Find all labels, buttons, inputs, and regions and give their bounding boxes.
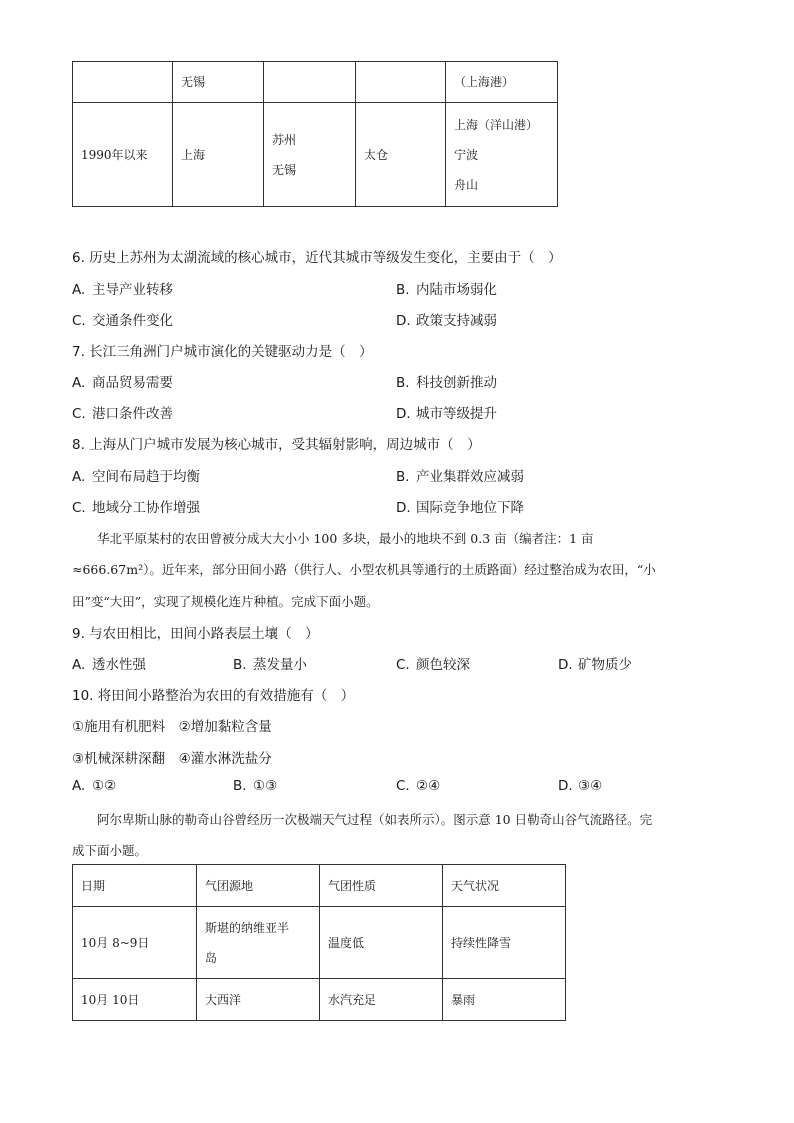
table-cell: 持续性降雪 (443, 907, 566, 979)
q9-option-a (72, 653, 146, 673)
question-10-stem: 10. 将田间小路整治为农田的有效措施有（ ） (72, 688, 355, 704)
q10-option-c (396, 778, 440, 794)
table-row (73, 907, 566, 979)
table-row (73, 62, 558, 103)
table-row (73, 979, 566, 1021)
option-letter: D. (396, 406, 411, 422)
cell-line: 岛 (205, 950, 218, 965)
q8-option-a (72, 465, 200, 485)
table-cell: 大西洋 (197, 979, 320, 1021)
table-cell (264, 103, 356, 207)
table-cell: 1990年以来 (73, 103, 173, 207)
option-text: 交通条件变化 (92, 313, 173, 329)
option-text: 商品贸易需要 (92, 375, 173, 391)
option-text: 空间布局趋于均衡 (92, 469, 200, 485)
option-text: ③④ (578, 778, 603, 794)
option-letter: C. (72, 500, 86, 516)
q10-option-d (558, 778, 602, 794)
option-text: ①② (92, 778, 117, 794)
cell-line: 舟山 (454, 177, 479, 192)
option-letter: D. (558, 778, 573, 794)
option-text: 矿物质少 (578, 657, 632, 673)
option-text: ①③ (253, 778, 278, 794)
option-letter: C. (72, 313, 86, 329)
option-letter: A. (72, 469, 86, 485)
table-cell: 10月 10日 (73, 979, 197, 1021)
option-letter: A. (72, 375, 86, 391)
option-text: ②④ (416, 778, 441, 794)
passage-farmland-line3: 田”变“大田”，实现了规模化连片种植。完成下面小题。 (72, 594, 379, 609)
column-header: 气团性质 (320, 865, 443, 907)
option-letter: B. (396, 375, 410, 391)
question-6-stem: 6. 历史上苏州为太湖流域的核心城市，近代其城市等级发生变化，主要由于（ ） (72, 250, 562, 266)
option-text: 科技创新推动 (416, 375, 497, 391)
q8-option-b (396, 465, 524, 485)
option-letter: B. (396, 469, 410, 485)
option-text: 国际竞争地位下降 (416, 500, 524, 516)
option-text: 颜色较深 (416, 657, 470, 673)
q9-option-b (233, 653, 307, 673)
option-letter: C. (72, 406, 86, 422)
option-text: 蒸发量小 (253, 657, 307, 673)
q9-option-c (396, 653, 470, 673)
column-header: 日期 (73, 865, 197, 907)
table-cell (264, 62, 356, 103)
q6-option-a (72, 278, 173, 298)
table-cell: 温度低 (320, 907, 443, 979)
table-cell: 暴雨 (443, 979, 566, 1021)
q7-option-c (72, 402, 173, 422)
question-8-stem: 8. 上海从门户城市发展为核心城市，受其辐射影响，周边城市（ ） (72, 437, 481, 453)
option-letter: A. (72, 282, 86, 298)
table-header-row (73, 865, 566, 907)
option-letter: D. (396, 500, 411, 516)
cell-line: 斯堪的纳维亚半 (205, 920, 290, 935)
option-letter: D. (396, 313, 411, 329)
table-cell (73, 62, 173, 103)
cell-line: 苏州 (272, 132, 297, 147)
table-cell: 水汽充足 (320, 979, 443, 1021)
option-letter: B. (233, 778, 247, 794)
q6-option-c (72, 309, 173, 329)
passage-farmland-line1: 华北平原某村的农田曾被分成大大小小 100 多块，最小的地块不到 0.3 亩（编者注：1 亩 (97, 531, 594, 546)
question-7-stem: 7. 长江三角洲门户城市演化的关键驱动力是（ ） (72, 344, 373, 360)
table-row (73, 103, 558, 207)
option-letter: A. (72, 657, 86, 673)
passage-alps-line1: 阿尔卑斯山脉的勒奇山谷曾经历一次极端天气过程（如表所示）。图示意 10 日勒奇山谷气流路径。完 (97, 812, 653, 827)
option-letter: C. (396, 778, 410, 794)
passage-farmland-line2: ≈666.67m²）。近年来，部分田间小路（供行人、小型农机具等通行的土质路面）经过整治成为农田，“小 (72, 562, 656, 577)
q6-option-b (396, 278, 497, 298)
table-cell: 上海 (173, 103, 264, 207)
table-cell: 太仓 (356, 103, 446, 207)
option-letter: C. (396, 657, 410, 673)
option-text: 主导产业转移 (92, 282, 173, 298)
question-9-stem: 9. 与农田相比，田间小路表层土壤（ ） (72, 626, 319, 642)
table-cell: 无锡 (173, 62, 264, 103)
option-text: 产业集群效应减弱 (416, 469, 524, 485)
option-text: 城市等级提升 (416, 406, 497, 422)
option-letter: A. (72, 778, 86, 794)
air-mass-table (72, 864, 566, 1021)
column-header: 天气状况 (443, 865, 566, 907)
table-cell: 10月 8~9日 (73, 907, 197, 979)
passage-alps-line2: 成下面小题。 (72, 843, 148, 858)
q10-items-line2: ③机械深耕深翻 ④灌水淋洗盐分 (72, 751, 272, 767)
table-cell (197, 907, 320, 979)
cell-line: 上海（洋山港） (454, 117, 539, 132)
option-text: 地域分工协作增强 (92, 500, 200, 516)
table-cell (356, 62, 446, 103)
q7-option-b (396, 371, 497, 391)
q10-option-b (233, 778, 277, 794)
q7-option-d (396, 402, 497, 422)
q10-option-a (72, 778, 116, 794)
q8-option-c (72, 496, 200, 516)
q6-option-d (396, 309, 497, 329)
q9-option-d (558, 653, 632, 673)
cell-line: 无锡 (272, 162, 297, 177)
table-cell (446, 103, 558, 207)
option-text: 政策支持减弱 (416, 313, 497, 329)
column-header: 气团源地 (197, 865, 320, 907)
option-text: 内陆市场弱化 (416, 282, 497, 298)
table-cell: （上海港） (446, 62, 558, 103)
q7-option-a (72, 371, 173, 391)
q8-option-d (396, 496, 524, 516)
option-text: 港口条件改善 (92, 406, 173, 422)
city-table (72, 61, 558, 207)
cell-line: 宁波 (454, 147, 479, 162)
option-letter: D. (558, 657, 573, 673)
option-letter: B. (233, 657, 247, 673)
q10-items-line1: ①施用有机肥料 ②增加黏粒含量 (72, 719, 272, 735)
option-text: 透水性强 (92, 657, 146, 673)
option-letter: B. (396, 282, 410, 298)
